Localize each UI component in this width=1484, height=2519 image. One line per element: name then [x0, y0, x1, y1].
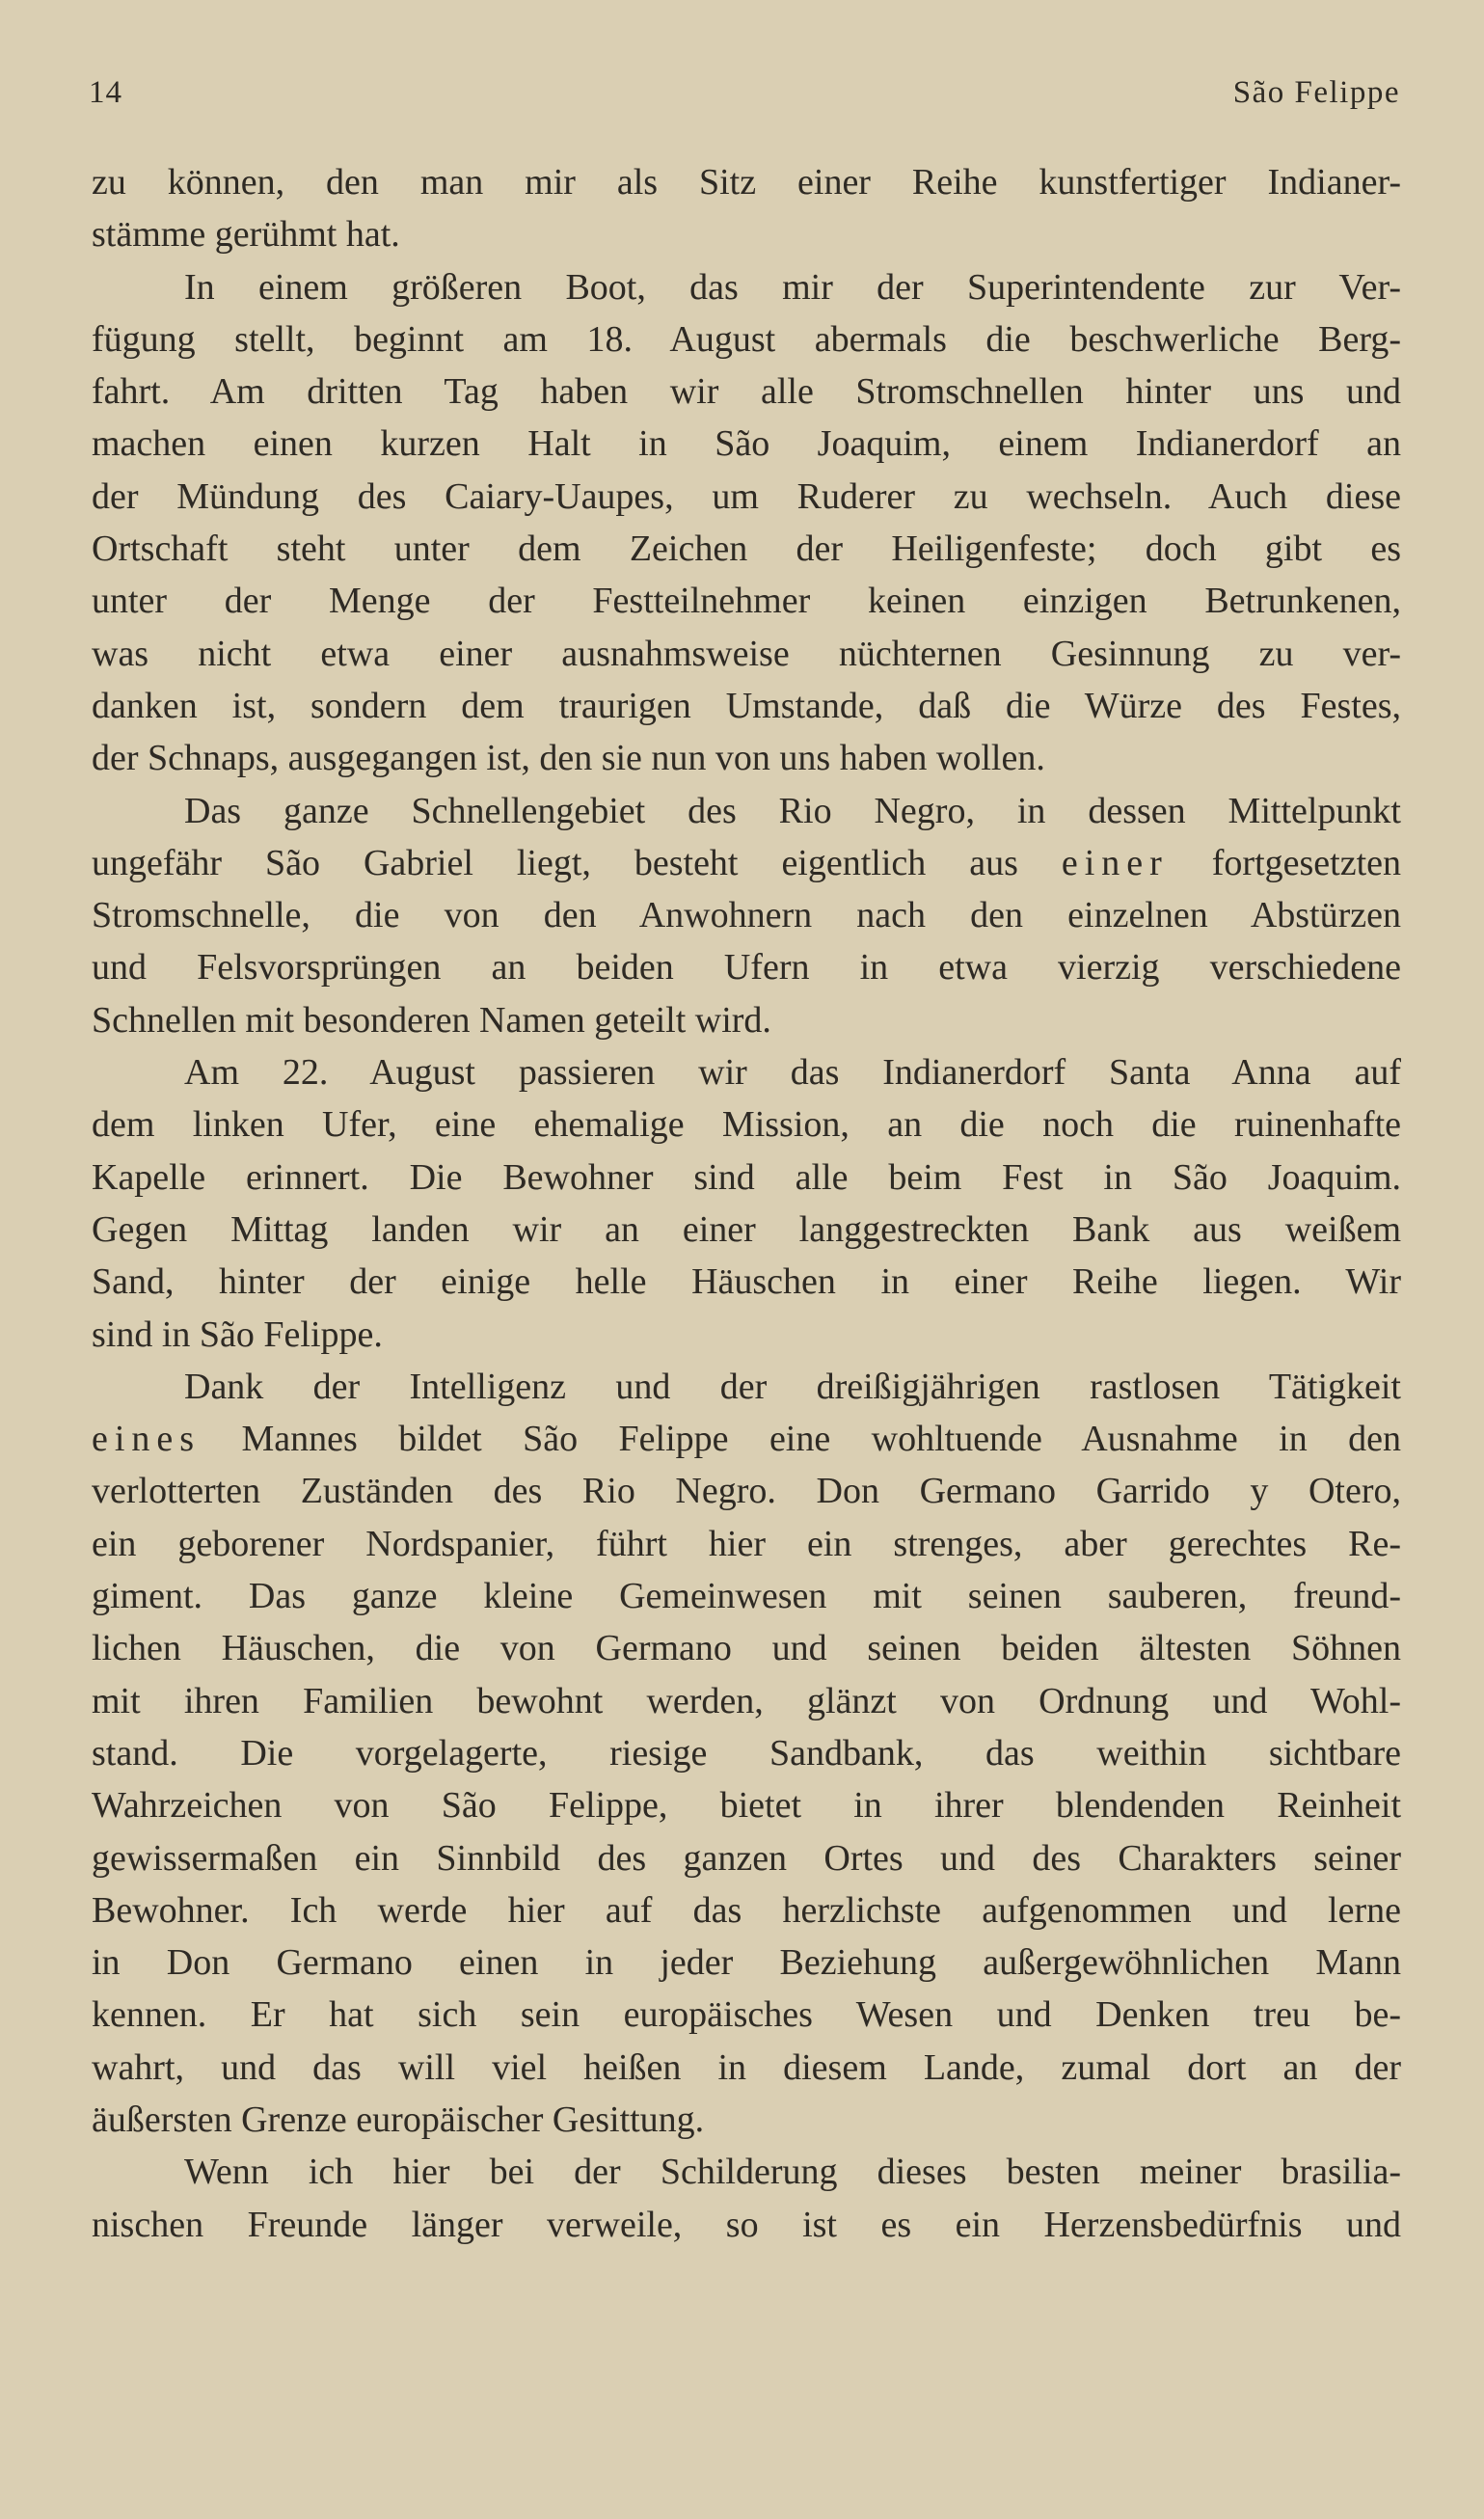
text-line: Bewohner. Ich werde hier auf das herzlichste aufgenommen und lerne — [92, 1889, 1401, 1931]
text-line: zu können, den man mir als Sitz einer Reihe kunstfertiger Indianer- — [92, 162, 1401, 203]
text-line: stand. Die vorgelagerte, riesige Sandbank, das weithin sichtbare — [92, 1732, 1401, 1774]
text-line: Schnellen mit besonderen Namen geteilt wird. — [92, 999, 771, 1041]
text-line: Stromschnelle, die von den Anwohnern nach den einzelnen Abstürzen — [92, 895, 1401, 936]
text-line: giment. Das ganze kleine Gemeinwesen mit seinen sauberen, freund- — [92, 1576, 1401, 1617]
text-segment: fortgesetzten — [1211, 842, 1401, 883]
text-line: sind in São Felippe. — [92, 1314, 383, 1355]
text-line: verlotterten Zuständen des Rio Negro. Don Germano Garrido y Otero, — [92, 1471, 1401, 1512]
text-line: und Felsvorsprüngen an beiden Ufern in etwa vierzig verschiedene — [92, 947, 1401, 989]
text-line: unter der Menge der Festteilnehmer keinen einzigen Betrunkenen, — [92, 581, 1401, 622]
text-line: der Schnaps, ausgegangen ist, den sie nun von uns haben wollen. — [92, 738, 1045, 779]
text-line: gewissermaßen ein Sinnbild des ganzen Ortes und des Charakters seiner — [92, 1837, 1401, 1879]
text-line: äußersten Grenze europäischer Gesittung. — [92, 2099, 705, 2140]
text-line: Gegen Mittag landen wir an einer langgestreckten Bank aus weißem — [92, 1208, 1401, 1250]
text-line: Sand, hinter der einige helle Häuschen in einer Reihe liegen. Wir — [92, 1261, 1401, 1303]
text-line: ein geborener Nordspanier, führt hier ein strenges, aber gerechtes Re- — [92, 1523, 1401, 1564]
text-line: danken ist, sondern dem traurigen Umstande, daß die Würze des Festes, — [92, 685, 1401, 726]
text-line — [92, 837, 1401, 889]
text-line: fahrt. Am dritten Tag haben wir alle Stromschnellen hinter uns und — [92, 371, 1401, 413]
page-number: 14 — [89, 75, 122, 110]
text-line: dem linken Ufer, eine ehemalige Mission, an die noch die ruinenhafte — [92, 1104, 1401, 1146]
text-line: was nicht etwa einer ausnahmsweise nüchternen Gesinnung zu ver- — [92, 633, 1401, 674]
text-line: stämme gerühmt hat. — [92, 214, 400, 256]
text-line: machen einen kurzen Halt in São Joaquim, einem Indianerdorf an — [92, 423, 1401, 465]
text-line: in Don Germano einen in jeder Beziehung außergewöhnlichen Mann — [92, 1942, 1401, 1984]
text-line: mit ihren Familien bewohnt werden, glänzt von Ordnung und Wohl- — [92, 1680, 1401, 1721]
text-line: kennen. Er hat sich sein europäisches Wesen und Denken treu be- — [92, 1994, 1401, 2036]
running-title: São Felippe — [1232, 75, 1400, 110]
text-line — [92, 1413, 1401, 1465]
text-line: der Mündung des Caiary-Uaupes, um Ruderer zu wechseln. Auch diese — [92, 475, 1401, 517]
text-line: In einem größeren Boot, das mir der Superintendente zur Ver- — [184, 266, 1401, 308]
emphasized-word: einer — [1061, 842, 1169, 883]
page-header — [89, 75, 1400, 120]
text-line: fügung stellt, beginnt am 18. August abermals die beschwerliche Berg- — [92, 318, 1401, 360]
text-line: Ortschaft steht unter dem Zeichen der Heiligenfeste; doch gibt es — [92, 528, 1401, 570]
emphasized-word: eines — [92, 1419, 202, 1460]
text-line: Wahrzeichen von São Felippe, bietet in ihrer blendenden Reinheit — [92, 1785, 1401, 1827]
text-line: Kapelle erinnert. Die Bewohner sind alle beim Fest in São Joaquim. — [92, 1156, 1401, 1198]
text-segment: ungefähr São Gabriel liegt, besteht eigentlich aus — [92, 842, 1018, 883]
text-line: nischen Freunde länger verweile, so ist es ein Herzensbedürfnis und — [92, 2204, 1401, 2245]
text-line: Am 22. August passieren wir das Indianerdorf Santa Anna auf — [184, 1052, 1401, 1094]
text-line: lichen Häuschen, die von Germano und seinen beiden ältesten Söhnen — [92, 1628, 1401, 1669]
text-line: Dank der Intelligenz und der dreißigjährigen rastlosen Tätigkeit — [184, 1366, 1401, 1407]
text-segment: Mannes bildet São Felippe eine wohltuende Ausnahme in den — [241, 1419, 1401, 1460]
text-line: Wenn ich hier bei der Schilderung dieses besten meiner brasilia- — [184, 2152, 1401, 2193]
body-text — [92, 156, 1401, 2251]
text-line: Das ganze Schnellengebiet des Rio Negro, in dessen Mittelpunkt — [184, 790, 1401, 831]
text-line: wahrt, und das will viel heißen in diesem Lande, zumal dort an der — [92, 2046, 1401, 2088]
